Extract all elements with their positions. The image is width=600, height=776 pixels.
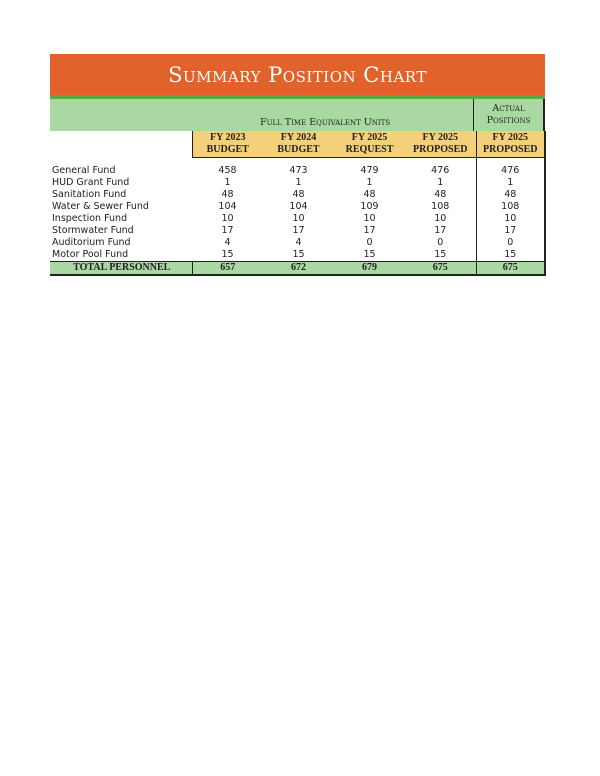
table-row	[50, 165, 545, 177]
cell-value: 17	[292, 225, 305, 236]
fund-label: General Fund	[52, 165, 116, 176]
header-band	[50, 99, 545, 131]
fte-label: Full Time Equivalent Units	[260, 117, 391, 128]
cell-value: 476	[431, 165, 450, 176]
cell-value: 679	[334, 262, 405, 276]
cell-value: 479	[360, 165, 379, 176]
cell-value: 10	[221, 213, 234, 224]
fund-label: HUD Grant Fund	[52, 177, 130, 188]
fund-label: Stormwater Fund	[52, 225, 134, 236]
cell-value: 15	[434, 249, 447, 260]
cell-value: 1	[437, 177, 444, 188]
cell-value: 10	[363, 213, 376, 224]
cell-value: 15	[221, 249, 234, 260]
column-header	[263, 131, 334, 158]
cell-value: 17	[434, 225, 447, 236]
table-row	[50, 177, 545, 189]
column-header-year: FY 2023	[210, 132, 246, 143]
cell-value: 17	[363, 225, 376, 236]
cell-value: 10	[476, 213, 545, 225]
table-row	[50, 189, 545, 201]
cell-value: 476	[476, 165, 545, 177]
table-row	[50, 237, 545, 249]
cell-value: 109	[360, 201, 379, 212]
cell-value: 1	[224, 177, 231, 188]
blank-header-cell	[50, 131, 192, 158]
cell-value: 48	[476, 189, 545, 201]
total-row	[50, 262, 545, 276]
cell-value: 17	[221, 225, 234, 236]
table-row	[50, 225, 545, 237]
column-header	[192, 131, 263, 158]
column-header-type: BUDGET	[277, 144, 320, 155]
spacer-row	[50, 158, 545, 166]
cell-value: 0	[366, 237, 373, 248]
actual-positions-label	[473, 99, 543, 131]
table-row	[50, 201, 545, 213]
cell-value: 104	[218, 201, 237, 212]
cell-value: 1	[476, 177, 545, 189]
column-header	[334, 131, 405, 158]
fund-label: Auditorium Fund	[52, 237, 131, 248]
cell-value: 1	[366, 177, 373, 188]
cell-value: 15	[292, 249, 305, 260]
cell-value: 15	[363, 249, 376, 260]
column-header-year: FY 2025	[422, 132, 458, 143]
column-header-type: BUDGET	[206, 144, 249, 155]
column-header-type: REQUEST	[345, 144, 394, 155]
cell-value: 48	[363, 189, 376, 200]
cell-value: 4	[224, 237, 231, 248]
cell-value: 10	[434, 213, 447, 224]
cell-value: 1	[295, 177, 302, 188]
cell-value: 10	[292, 213, 305, 224]
column-header	[405, 131, 476, 158]
summary-position-chart	[50, 54, 545, 276]
page-title: Summary Position Chart	[50, 54, 545, 95]
fund-label: Inspection Fund	[52, 213, 128, 224]
column-header-year: FY 2025	[492, 132, 528, 143]
column-header	[476, 131, 545, 158]
cell-value: 108	[431, 201, 450, 212]
actual-line2: Positions	[486, 115, 531, 126]
cell-value: 672	[263, 262, 334, 276]
column-header-type: PROPOSED	[413, 144, 468, 155]
position-table	[50, 131, 546, 276]
cell-value: 104	[289, 201, 308, 212]
table-row	[50, 213, 545, 225]
cell-value: 48	[292, 189, 305, 200]
fund-label: Water & Sewer Fund	[52, 201, 149, 212]
cell-value: 0	[476, 237, 545, 249]
fund-label: TOTAL PERSONNEL	[50, 262, 192, 276]
column-header-type: PROPOSED	[483, 144, 538, 155]
cell-value: 473	[289, 165, 308, 176]
cell-value: 675	[476, 262, 545, 276]
fund-label: Motor Pool Fund	[52, 249, 129, 260]
cell-value: 17	[476, 225, 545, 237]
cell-value: 4	[295, 237, 302, 248]
column-header-year: FY 2024	[280, 132, 317, 143]
column-header-row	[50, 131, 545, 158]
actual-line1: Actual	[492, 103, 525, 114]
cell-value: 15	[476, 249, 545, 262]
cell-value: 657	[192, 262, 263, 276]
cell-value: 675	[405, 262, 476, 276]
fund-label: Sanitation Fund	[52, 189, 127, 200]
column-header-year: FY 2025	[351, 132, 388, 143]
cell-value: 458	[218, 165, 237, 176]
cell-value: 0	[437, 237, 444, 248]
cell-value: 48	[221, 189, 234, 200]
cell-value: 108	[476, 201, 545, 213]
cell-value: 48	[434, 189, 447, 200]
table-row	[50, 249, 545, 262]
